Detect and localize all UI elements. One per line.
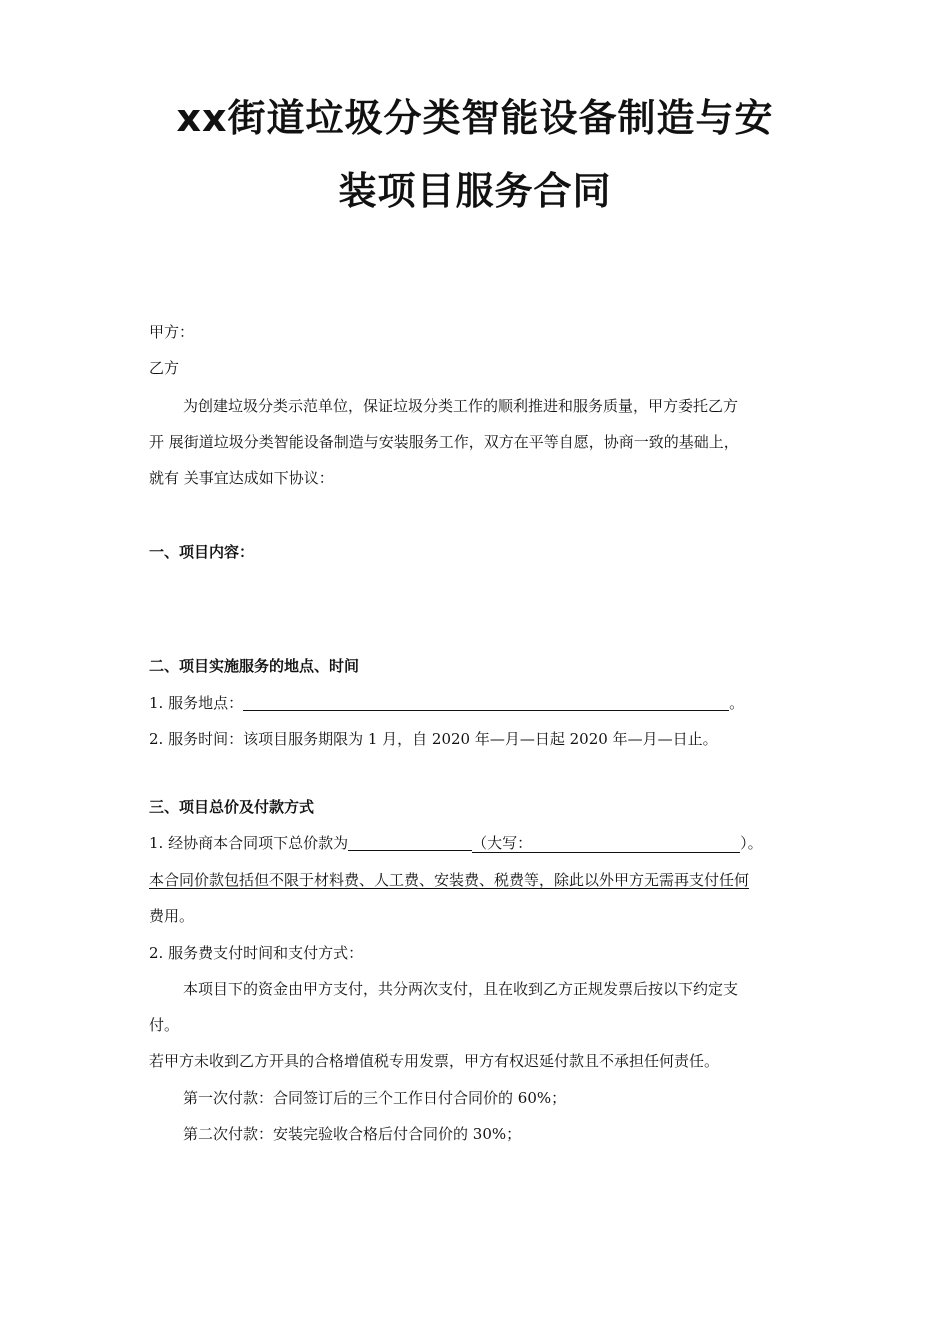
total-price-line <box>149 832 763 854</box>
payment-method-heading: 2. 服务费支付时间和支付方式： <box>149 944 364 962</box>
total-price-end: ）。 <box>740 834 763 852</box>
payment-paragraph-line-1: 本项目下的资金由甲方支付，共分两次支付，且在收到乙方正规发票后按以下约定支 <box>183 980 739 998</box>
total-price-daxie: （大写： <box>472 834 740 853</box>
first-payment: 第一次付款：合同签订后的三个工作日付合同价的 60%； <box>183 1089 567 1107</box>
price-scope-line-2: 费用。 <box>149 907 195 925</box>
document-title-line-2: 装项目服务合同 <box>338 169 612 213</box>
payment-paragraph-line-2: 付。 <box>149 1016 180 1034</box>
party-a-label: 甲方： <box>149 323 195 341</box>
section-1-heading: 一、项目内容： <box>149 543 255 561</box>
intro-paragraph-line-2: 开 展街道垃圾分类智能设备制造与安装服务工作，双方在平等自愿，协商一致的基础上， <box>149 433 739 451</box>
service-location-line <box>149 692 744 714</box>
service-location-blank <box>243 694 729 711</box>
section-2-heading: 二、项目实施服务的地点、时间 <box>149 657 360 675</box>
total-price-label: 1. 经协商本合同项下总价款为 <box>149 834 349 852</box>
total-price-blank <box>348 834 472 851</box>
second-payment: 第二次付款：安装完验收合格后付合同价的 30%； <box>183 1125 522 1143</box>
party-b-label: 乙方 <box>149 359 180 377</box>
section-3-heading: 三、项目总价及付款方式 <box>149 798 315 816</box>
service-location-end: 。 <box>729 694 745 712</box>
intro-paragraph-line-3: 就有 关事宜达成如下协议： <box>149 469 334 487</box>
service-time-line: 2. 服务时间：该项目服务期限为 1 月，自 2020 年—月—日起 2020 年—月—日止。 <box>149 730 718 748</box>
document-title-line-1: xx街道垃圾分类智能设备制造与安 <box>176 96 774 140</box>
service-location-label: 1. 服务地点： <box>149 694 244 712</box>
intro-paragraph-line-1: 为创建垃圾分类示范单位，保证垃圾分类工作的顺利推进和服务质量，甲方委托乙方 <box>183 397 739 415</box>
price-scope-line-1: 本合同价款包括但不限于材料费、人工费、安装费、税费等，除此以外甲方无需再支付任何 <box>149 871 750 889</box>
invoice-note: 若甲方未收到乙方开具的合格增值税专用发票，甲方有权迟延付款且不承担任何责任。 <box>149 1052 720 1070</box>
